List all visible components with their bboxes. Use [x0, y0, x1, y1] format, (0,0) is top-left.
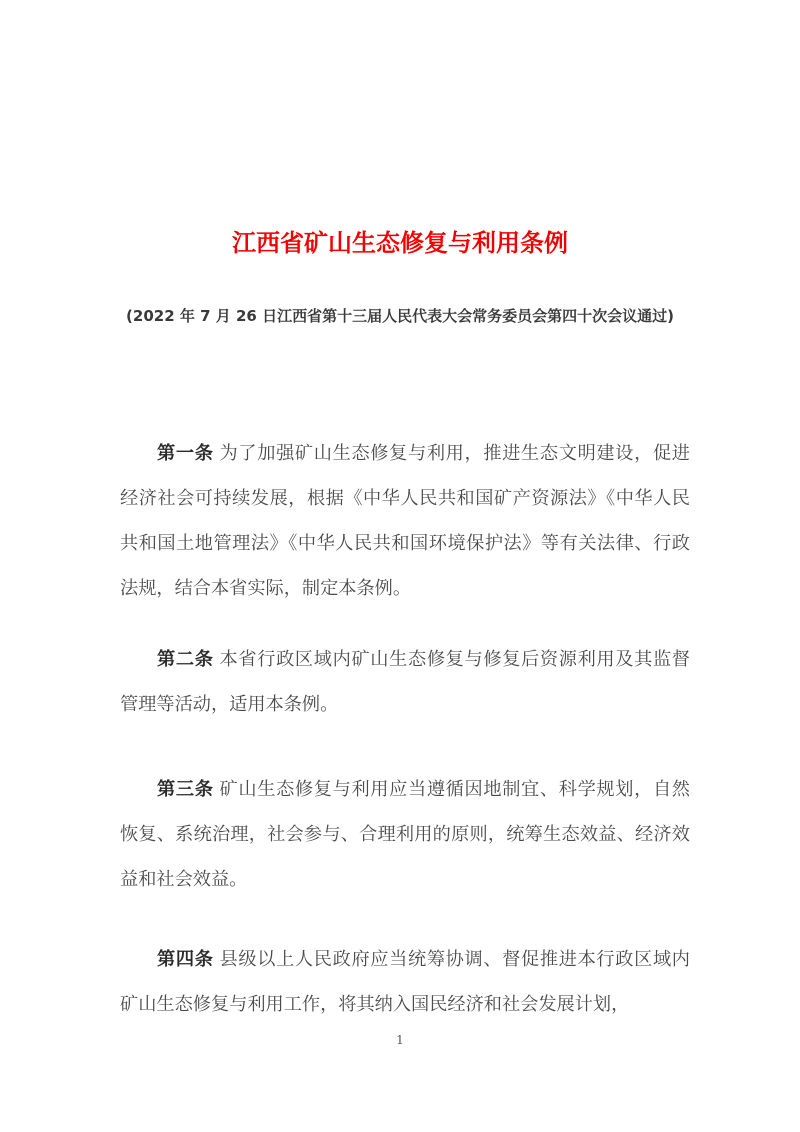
article-1 — [120, 431, 690, 611]
article-4 — [120, 937, 690, 1027]
article-heading: 第一条 — [157, 443, 214, 464]
article-heading: 第三条 — [157, 779, 214, 800]
article-text: 矿山生态修复与利用应当遵循因地制宜、科学规划，自然恢复、系统治理，社会参与、合理利用的原则，统筹生态效益、经济效益和社会效益。 — [120, 779, 690, 890]
page-number: 1 — [396, 1033, 404, 1047]
document-title: 江西省矿山生态修复与利用条例 — [232, 229, 568, 257]
article-heading: 第二条 — [157, 649, 214, 670]
article-text: 县级以上人民政府应当统筹协调、督促推进本行政区域内矿山生态修复与利用工作，将其纳入国民经济和社会发展计划， — [120, 949, 690, 1015]
article-heading: 第四条 — [157, 949, 214, 970]
article-text: 本省行政区域内矿山生态修复与修复后资源利用及其监督管理等活动，适用本条例。 — [120, 649, 690, 715]
article-text: 为了加强矿山生态修复与利用，推进生态文明建设，促进经济社会可持续发展，根据《中华人民共和国矿产资源法》《中华人民共和国土地管理法》《中华人民共和国环境保护法》等有关法律、行政法规，结合本省实际，制定本条例。 — [120, 443, 690, 599]
article-2 — [120, 637, 690, 727]
article-3 — [120, 767, 690, 902]
document-subtitle: (2022 年 7 月 26 日江西省第十三届人民代表大会常务委员会第四十次会议通过) — [126, 307, 674, 325]
